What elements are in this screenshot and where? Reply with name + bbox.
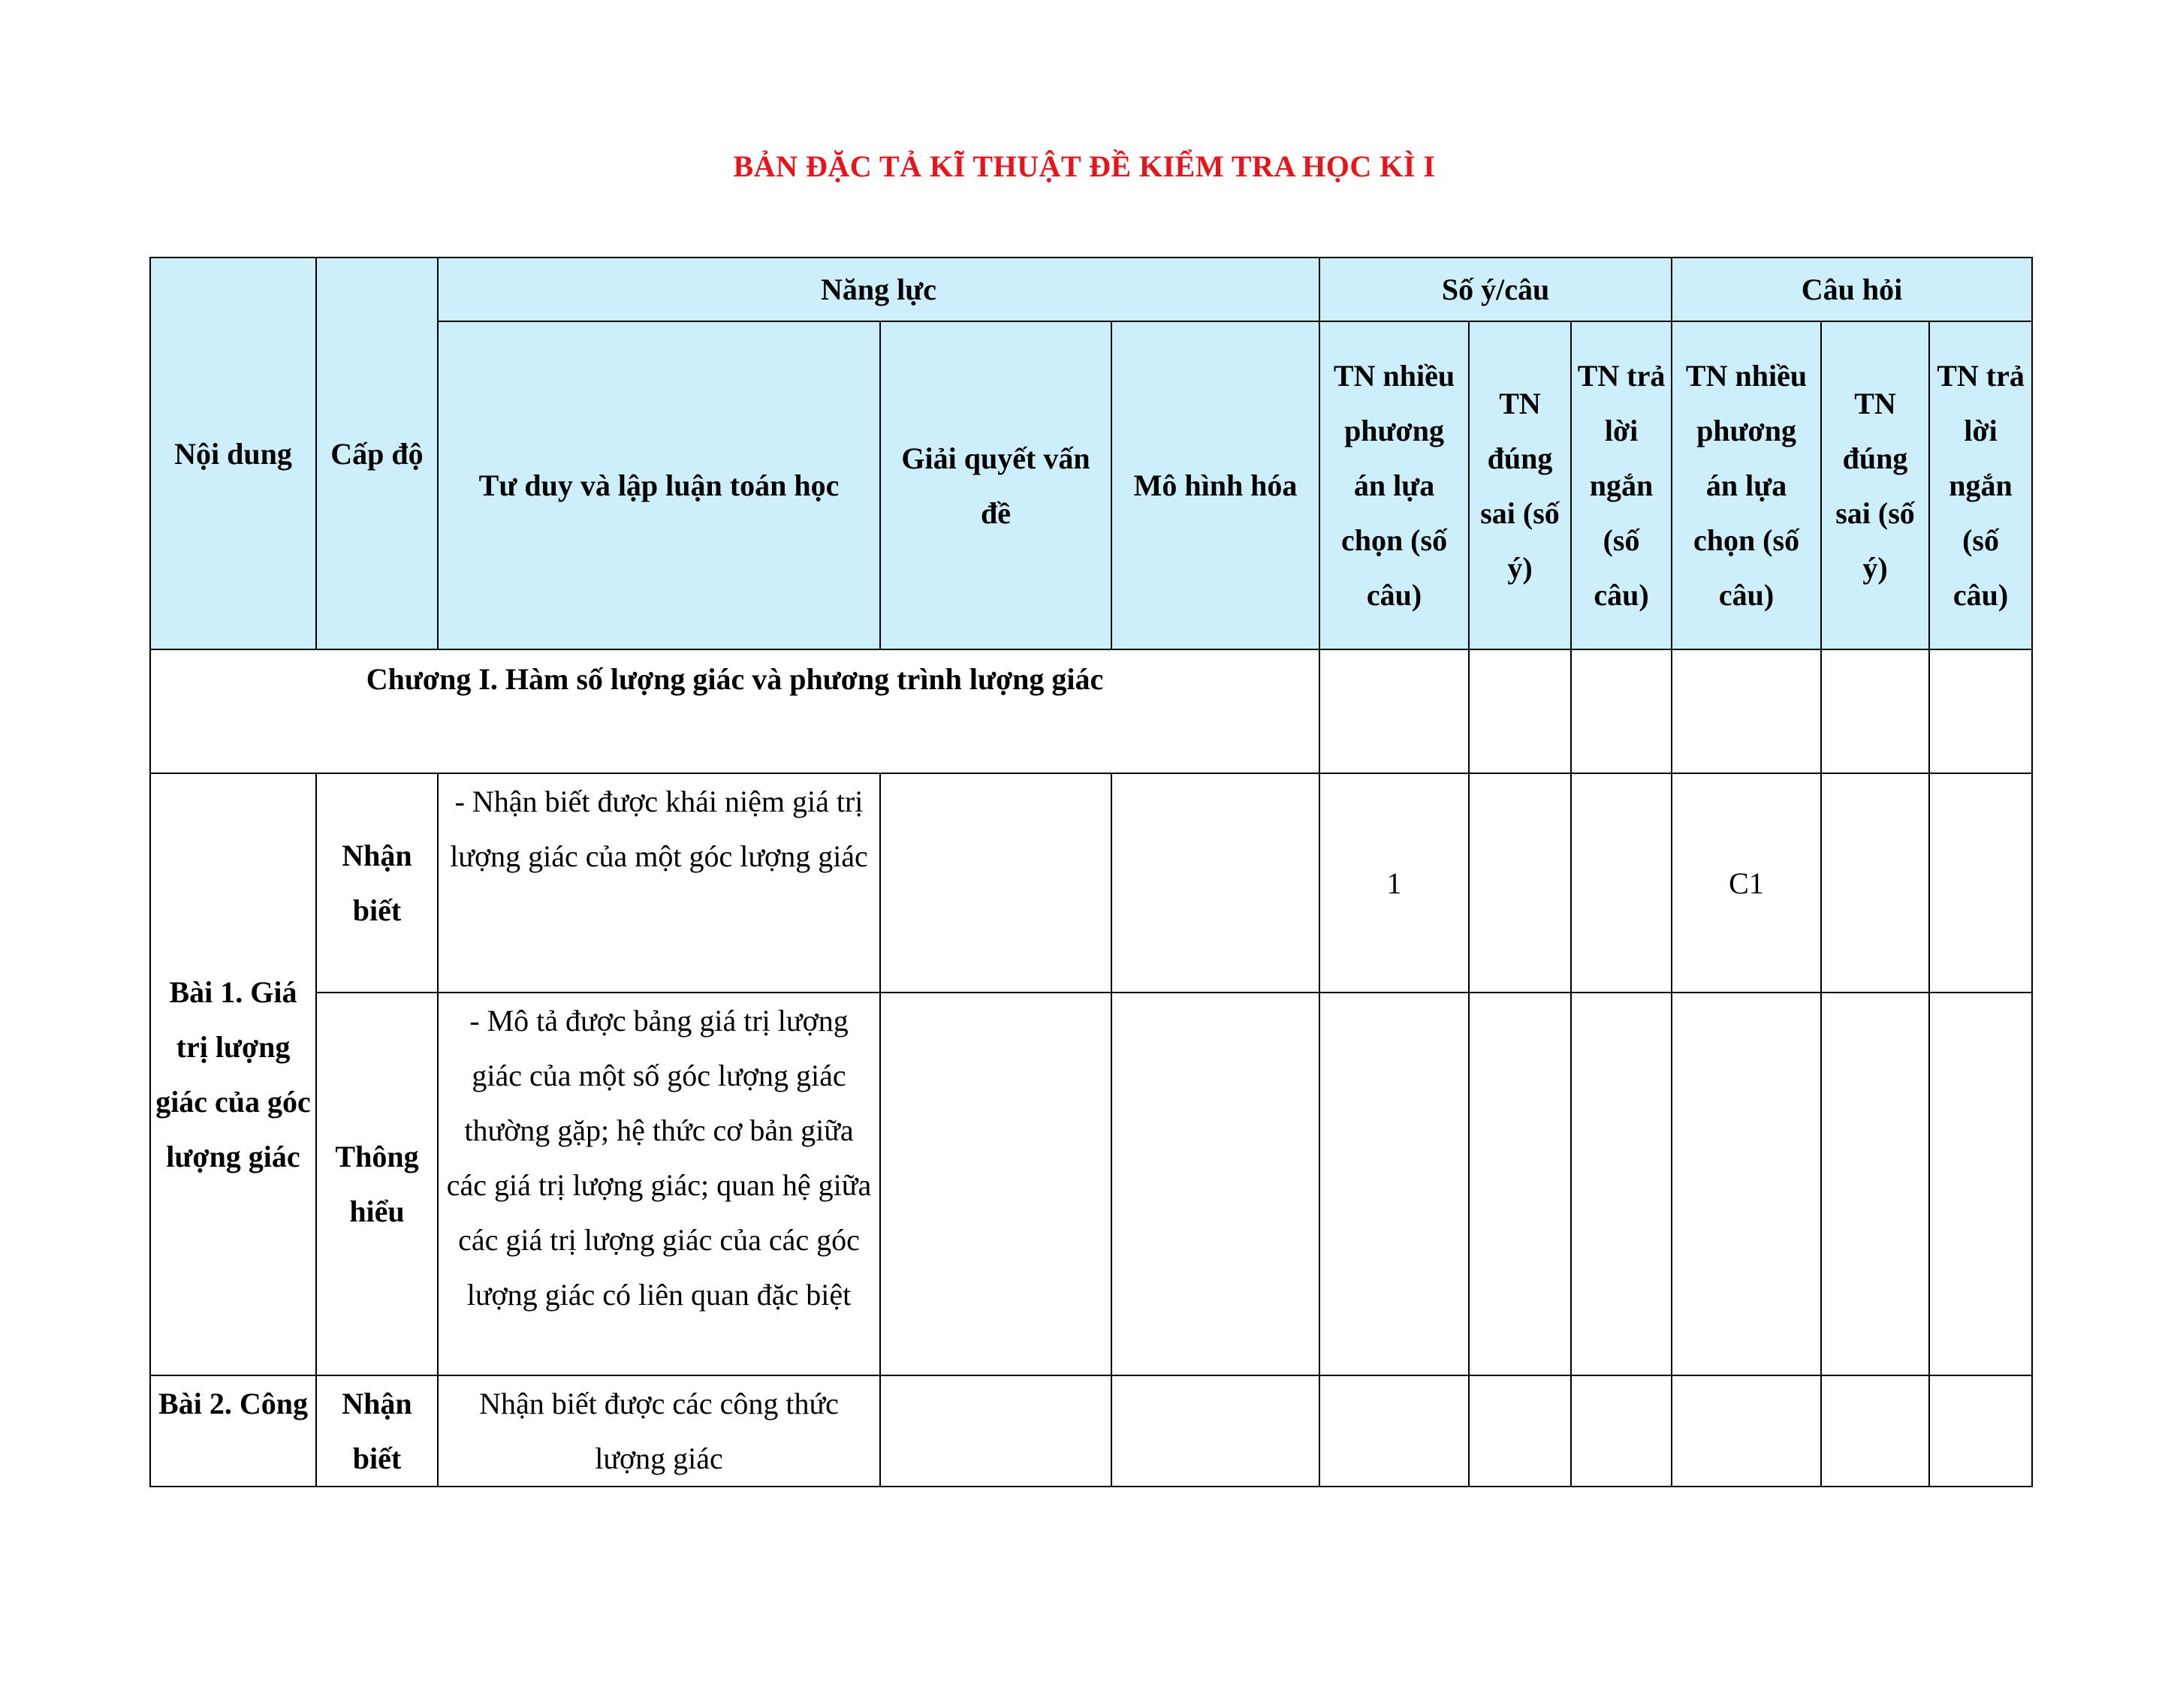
header-cau-tn-dung-sai: TN đúng sai (số ý) — [1821, 321, 1929, 649]
header-nang-luc: Năng lực — [438, 258, 1319, 321]
empty-cell — [1672, 993, 1821, 1375]
header-so-y-cau: Số ý/câu — [1319, 258, 1672, 321]
empty-cell — [880, 993, 1111, 1375]
header-so-tn-tra-loi: TN trả lời ngắn (số câu) — [1571, 321, 1672, 649]
empty-cell — [1571, 773, 1672, 993]
header-mo-hinh: Mô hình hóa — [1111, 321, 1319, 649]
empty-cell — [1672, 649, 1821, 773]
lesson-title: Bài 2. Công — [150, 1375, 316, 1487]
level-label: Thông hiểu — [316, 993, 438, 1375]
header-row-1 — [150, 258, 2032, 321]
level-description: Nhận biết được các công thức lượng giác — [438, 1375, 880, 1487]
empty-cell — [1821, 649, 1929, 773]
level-description: - Mô tả được bảng giá trị lượng giác của một số góc lượng giác thường gặp; hệ thức cơ bản giữa các giá trị lượng giác; quan hệ giữa các giá trị lượng giác của các góc lượng giác có liên quan đặc biệt — [438, 993, 880, 1375]
specification-table — [149, 257, 2033, 1487]
empty-cell — [1469, 649, 1571, 773]
empty-cell — [1929, 1375, 2032, 1487]
header-noi-dung: Nội dung — [150, 258, 316, 649]
header-cau-tn-tra-loi: TN trả lời ngắn (số câu) — [1929, 321, 2032, 649]
empty-cell — [1111, 993, 1319, 1375]
header-cau-hoi: Câu hỏi — [1672, 258, 2032, 321]
chapter-row — [150, 649, 2032, 773]
document-title: BẢN ĐẶC TẢ KĨ THUẬT ĐỀ KIỂM TRA HỌC KÌ I — [733, 149, 1436, 183]
empty-cell — [1821, 773, 1929, 993]
cau-tn-nhieu-value: C1 — [1672, 773, 1821, 993]
empty-cell — [880, 1375, 1111, 1487]
table-row — [150, 993, 2032, 1375]
empty-cell — [1319, 1375, 1469, 1487]
header-so-tn-dung-sai: TN đúng sai (số ý) — [1469, 321, 1571, 649]
empty-cell — [1111, 773, 1319, 993]
empty-cell — [1821, 993, 1929, 1375]
empty-cell — [1929, 773, 2032, 993]
empty-cell — [1571, 649, 1672, 773]
header-giai-quyet: Giải quyết vấn đề — [880, 321, 1111, 649]
empty-cell — [1469, 1375, 1571, 1487]
level-label: Nhận biết — [316, 773, 438, 993]
lesson-title: Bài 1. Giá trị lượng giác của góc lượng giác — [150, 773, 316, 1375]
header-so-tn-nhieu: TN nhiều phương án lựa chọn (số câu) — [1319, 321, 1469, 649]
chapter-title: Chương I. Hàm số lượng giác và phương trình lượng giác — [150, 649, 1319, 773]
empty-cell — [1319, 649, 1469, 773]
table-row — [150, 1375, 2032, 1487]
empty-cell — [1111, 1375, 1319, 1487]
empty-cell — [1672, 1375, 1821, 1487]
empty-cell — [1929, 993, 2032, 1375]
header-cau-tn-nhieu: TN nhiều phương án lựa chọn (số câu) — [1672, 321, 1821, 649]
header-cap-do: Cấp độ — [316, 258, 438, 649]
empty-cell — [1571, 1375, 1672, 1487]
empty-cell — [1319, 993, 1469, 1375]
empty-cell — [1571, 993, 1672, 1375]
level-label: Nhận biết — [316, 1375, 438, 1487]
empty-cell — [880, 773, 1111, 993]
empty-cell — [1821, 1375, 1929, 1487]
so-tn-nhieu-value: 1 — [1319, 773, 1469, 993]
header-tu-duy: Tư duy và lập luận toán học — [438, 321, 880, 649]
empty-cell — [1469, 993, 1571, 1375]
empty-cell — [1929, 649, 2032, 773]
level-description: - Nhận biết được khái niệm giá trị lượng giác của một góc lượng giác — [438, 773, 880, 993]
empty-cell — [1469, 773, 1571, 993]
table-row — [150, 773, 2032, 993]
